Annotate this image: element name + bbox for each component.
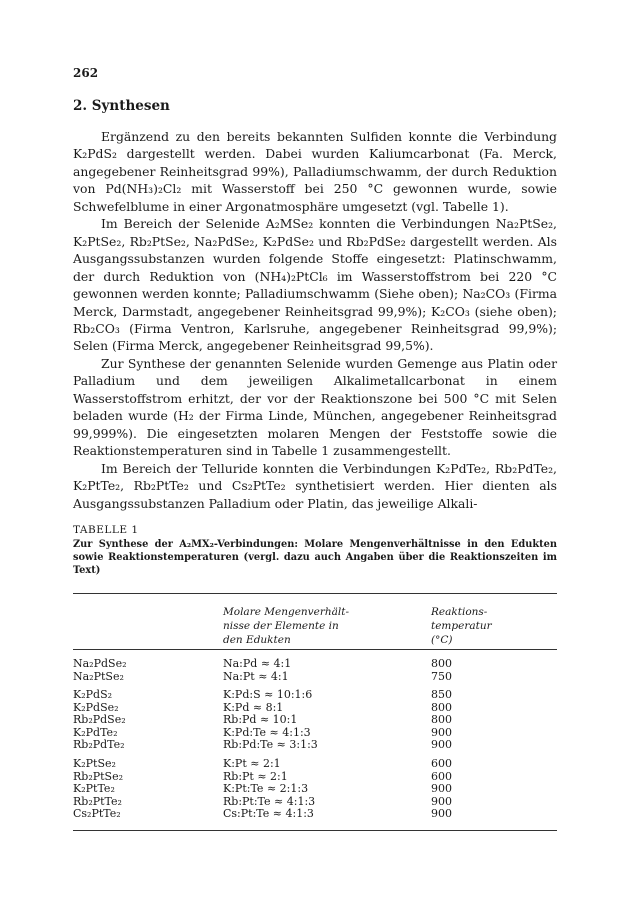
temperature-cell: 600 [431,769,452,783]
temperature-cell: 900 [431,738,452,752]
page-number: 262 [73,66,99,80]
compound-cell: K₂PtTe₂ [73,782,115,796]
ratio-cell: Cs:Pt:Te ≈ 4:1:3 [223,807,314,821]
temperature-cell: 800 [431,657,452,670]
table-label: TABELLE 1 [73,524,139,536]
compound-cell: Na₂PtSe₂ [73,669,124,683]
table-caption: Zur Synthese der A₂MX₂-Verbindungen: Molare Mengenverhältnisse in den Edukten sowie Reaktionstemperaturen (vergl. dazu auch Angaben über die Reaktionszeiten im Text) [73,539,557,577]
paragraph: Im Bereich der Telluride konnten die Verbindungen K₂PdTe₂, Rb₂PdTe₂, K₂PtTe₂, Rb₂PtTe₂ und Cs₂PtTe₂ synthetisiert werden. Hier dienten als Ausgangssubstanzen Palladium oder Platin, das jeweilige Alkali- [73,460,557,511]
temperature-cell: 600 [431,757,452,770]
compound-cell: Rb₂PdSe₂ [73,713,126,727]
table-group-1 [73,658,557,683]
temperature-cell: 800 [431,713,452,727]
table-header-temperature: Reaktions- temperatur (°C) [431,606,492,646]
table-row [73,689,557,702]
compound-cell: Cs₂PtTe₂ [73,807,121,821]
table-header-rule [73,649,557,650]
ratio-cell: Na:Pt ≈ 4:1 [223,669,289,683]
table-bottom-rule [73,830,557,831]
compound-cell: Rb₂PdTe₂ [73,738,125,752]
ratio-cell: K:Pd:Te ≈ 4:1:3 [223,725,311,739]
table-row [73,771,557,784]
temperature-cell: 900 [431,782,452,796]
temperature-cell: 900 [431,725,452,739]
table-header-ratio: Molare Mengenverhält- nisse der Elemente in den Edukten [223,606,349,646]
ratio-cell: Na:Pd ≈ 4:1 [223,657,292,670]
table-group-3 [73,758,557,821]
ratio-cell: K:Pt:Te ≈ 2:1:3 [223,782,309,796]
paragraph: Zur Synthese der genannten Selenide wurden Gemenge aus Platin oder Palladium und dem jeweiligen Alkalimetallcarbonat in einem Wasserstoffstrom erhitzt, der vor der Reaktionszone bei 500 °C mit Selen beladen wurde (H₂ der Firma Linde, München, angegebener Reinheitsgrad 99,999%). Die eingesetzten molaren Mengen der Feststoffe sowie die Reaktionstemperaturen sind in Tabelle 1 zusammengestellt. [73,355,557,459]
temperature-cell: 850 [431,688,452,701]
table-row [73,702,557,715]
compound-cell: Rb₂PtSe₂ [73,769,124,783]
table-row [73,783,557,796]
temperature-cell: 750 [431,669,452,683]
table-row [73,808,557,821]
table-row [73,758,557,771]
paragraph: Im Bereich der Selenide A₂MSe₂ konnten die Verbindungen Na₂PtSe₂, K₂PtSe₂, Rb₂PtSe₂, Na₂PdSe₂, K₂PdSe₂ und Rb₂PdSe₂ dargestellt werden. Als Ausgangssubstanzen wurden folgende Stoffe eingesetzt: Platinschwamm, der durch Reduktion von (NH₄)₂PtCl₆ im Wasserstoffstrom bei 220 °C gewonnen werden konnte; Palladiumschwamm (Siehe oben); Na₂CO₃ (Firma Merck, Darmstadt, angegebener Reinheitsgrad 99,9%); K₂CO₃ (siehe oben); Rb₂CO₃ (Firma Ventron, Karlsruhe, angegebener Reinheitsgrad 99,9%); Selen (Firma Merck, angegebener Reinheitsgrad 99,5%). [73,216,557,354]
temperature-cell: 800 [431,700,452,714]
ratio-cell: K:Pt ≈ 2:1 [223,757,281,770]
table-row [73,796,557,809]
temperature-cell: 900 [431,794,452,808]
table-row [73,714,557,727]
compound-cell: K₂PtSe₂ [73,757,116,770]
ratio-cell: Rb:Pt ≈ 2:1 [223,769,288,783]
table-group-2 [73,689,557,752]
compound-cell: K₂PdSe₂ [73,700,119,714]
ratio-cell: Rb:Pd:Te ≈ 3:1:3 [223,738,318,752]
compound-cell: Na₂PdSe₂ [73,657,127,670]
temperature-cell: 900 [431,807,452,821]
compound-cell: K₂PdTe₂ [73,725,118,739]
ratio-cell: Rb:Pt:Te ≈ 4:1:3 [223,794,316,808]
table-row [73,671,557,684]
body-text [73,128,557,512]
table-top-rule [73,593,557,594]
ratio-cell: K:Pd ≈ 8:1 [223,700,284,714]
compound-cell: Rb₂PtTe₂ [73,794,122,808]
ratio-cell: K:Pd:S ≈ 10:1:6 [223,688,313,701]
table-row [73,658,557,671]
paragraph: Ergänzend zu den bereits bekannten Sulfiden konnte die Verbindung K₂PdS₂ dargestellt werden. Dabei wurden Kaliumcarbonat (Fa. Merck, angegebener Reinheitsgrad 99%), Palladiumschwamm, der durch Reduktion von Pd(NH₃)₂Cl₂ mit Wasserstoff bei 250 °C gewonnen wurde, sowie Schwefelblume in einer Argonatmosphäre umgesetzt (vgl. Tabelle 1). [73,129,557,214]
section-heading: 2. Synthesen [73,98,170,114]
ratio-cell: Rb:Pd ≈ 10:1 [223,713,298,727]
table-row [73,739,557,752]
compound-cell: K₂PdS₂ [73,688,113,701]
